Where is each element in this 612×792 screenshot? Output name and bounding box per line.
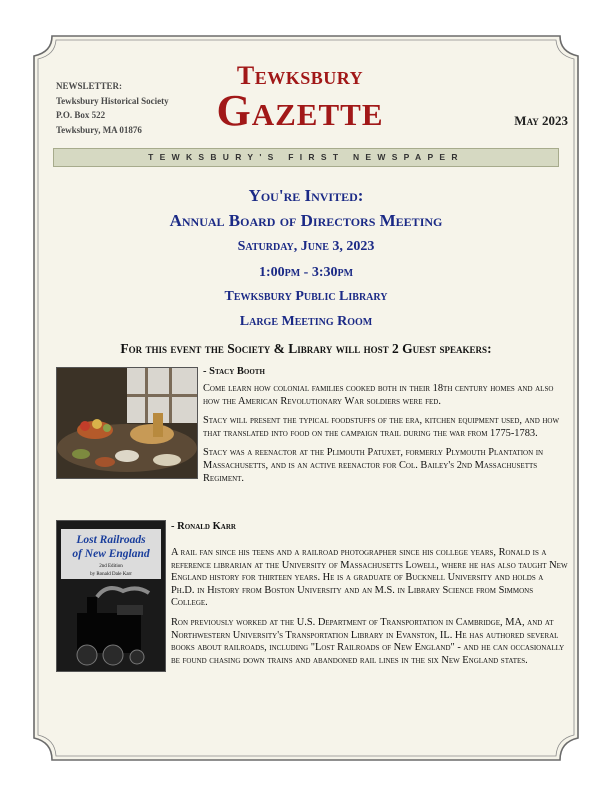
guest-speakers-intro: For this event the Society & Library will host 2 Guest speakers: — [120, 341, 492, 356]
meeting-date: Saturday, June 3, 2023 — [237, 239, 375, 254]
bio-paragraph: Come learn how colonial families cooked both in their 18th century homes and also how the American Revolutionary War soldiers were fed. — [203, 383, 554, 407]
meeting-time: 1:00pm - 3:30pm — [258, 265, 354, 280]
colonial-food-photo — [56, 367, 198, 479]
title-gazette: Gazette — [216, 86, 384, 135]
speaker-bio — [171, 547, 569, 674]
meeting-venue: Tewksbury Public Library — [224, 289, 388, 304]
meeting-title: Annual Board of Directors Meeting — [169, 211, 443, 230]
bio-paragraph: A rail fan since his teens and a railroad photographer since his college years, Ronald is a reference librarian at the University of Massachusetts Lowell, where he has also taught New England history for thirteen years. He is a graduate of Bucknell University and holds a Ph.D. in History from Boston University and an M.S. in Library Science from Simmons College. — [171, 547, 568, 609]
city-state: Tewksbury, MA 01876 — [56, 124, 142, 135]
book-byline: by Ronald Dale Karr — [90, 572, 132, 577]
invite-heading: You're Invited: — [248, 186, 364, 205]
tagline-banner: TEWKSBURY'S FIRST NEWSPAPER — [53, 148, 559, 167]
book-title-line1: Lost Railroads — [76, 534, 146, 546]
speaker-name: - Ronald Karr — [171, 521, 236, 532]
book-edition: 2nd Edition — [99, 564, 123, 569]
issue-date: May 2023 — [514, 113, 568, 128]
book-cover-image — [56, 520, 166, 672]
newsletter-label: NEWSLETTER: — [56, 81, 123, 91]
book-title-line2: of New England — [72, 548, 150, 560]
meeting-room: Large Meeting Room — [239, 314, 373, 329]
masthead-info — [56, 79, 169, 137]
title-tewksbury: Tewksbury — [236, 61, 364, 90]
po-box: P.O. Box 522 — [56, 110, 106, 120]
org-name: Tewksbury Historical Society — [56, 95, 169, 106]
speaker-bio — [203, 383, 569, 492]
bio-paragraph: Stacy will present the typical foodstuffs of the era, kitchen equipment used, and how that translated into food on the campaign trail during the war from 1775-1783. — [203, 415, 560, 439]
bio-paragraph: Stacy was a reenactor at the Plimouth Patuxet, formerly Plymouth Plantation in Massachusetts, and is an active reenactor for Col. Bailey's 2nd Massachusetts Regiment. — [203, 447, 544, 484]
bio-paragraph: Ron previously worked at the U.S. Department of Transportation in Cambridge, MA, and at Northwestern University's Transportation Library in Evanston, IL. He has authored several books about railroads, including "Lost Railroads of New England" - and he can occasionally be found chasing down trains and abandoned rail lines in the six New England states. — [171, 616, 565, 666]
speaker-name: - Stacy Booth — [203, 366, 265, 377]
